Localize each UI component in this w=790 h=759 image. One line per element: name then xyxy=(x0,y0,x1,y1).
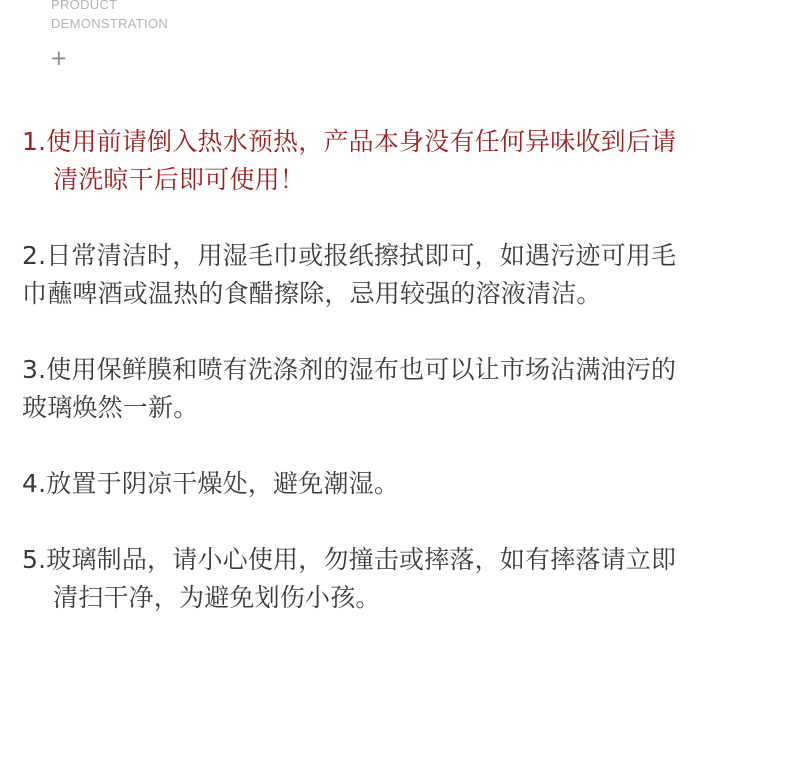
note-item-2 xyxy=(22,237,772,313)
note-3-line-2: 玻璃焕然一新。 xyxy=(22,393,199,422)
note-3-line-1: 3.使用保鲜膜和喷有洗涤剂的湿布也可以让市场沾满油污的 xyxy=(22,355,677,384)
note-item-3 xyxy=(22,351,772,427)
note-item-5 xyxy=(22,541,772,617)
header-line-demonstration: DEMONSTRATION xyxy=(51,16,169,31)
note-1-line-2: 清洗晾干后即可使用！ xyxy=(53,165,306,194)
note-1-line-1: 1.使用前请倒入热水预热，产品本身没有任何异味收到后请 xyxy=(22,127,677,156)
note-item-1 xyxy=(22,123,772,199)
note-item-4 xyxy=(22,465,772,503)
note-2-line-1: 2.日常清洁时，用湿毛巾或报纸擦拭即可，如遇污迹可用毛 xyxy=(22,241,677,270)
note-4-line-1: 4.放置于阴凉干燥处，避免潮湿。 xyxy=(22,469,400,498)
section-header xyxy=(51,0,168,33)
note-5-line-1: 5.玻璃制品，请小心使用，勿撞击或摔落，如有摔落请立即 xyxy=(22,545,677,574)
note-5-line-2: 清扫干净，为避免划伤小孩。 xyxy=(53,583,381,612)
header-line-product: PRODUCT xyxy=(51,0,118,12)
note-2-line-2: 巾蘸啤酒或温热的食醋擦除，忌用较强的溶液清洁。 xyxy=(22,279,602,308)
plus-icon: + xyxy=(50,46,68,70)
